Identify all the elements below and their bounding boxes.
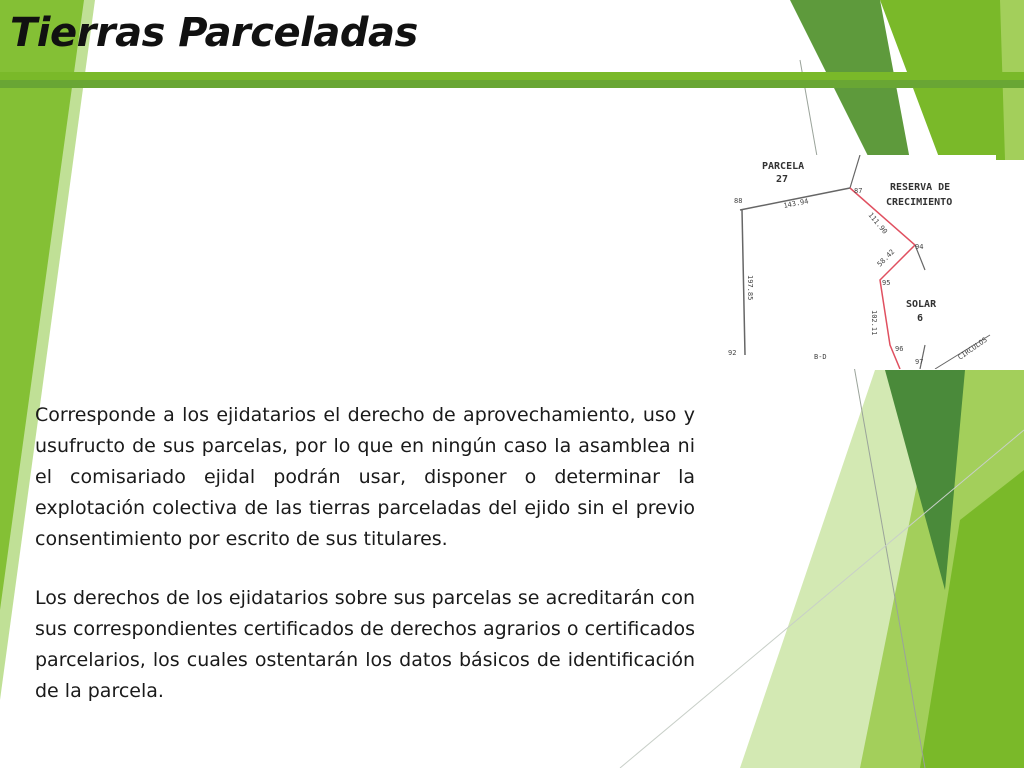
distance-low: 102.11	[870, 310, 878, 336]
title-underline-shade	[0, 80, 1024, 88]
label-parcela-num: 27	[776, 174, 789, 185]
label-parcela: PARCELA	[762, 161, 805, 172]
label-circulos: CIRCULOS	[956, 335, 989, 362]
distance-top: 143.94	[782, 197, 810, 210]
vertex-94: 94	[915, 243, 924, 251]
vertex-87: 87	[854, 187, 863, 195]
label-solar: SOLAR	[906, 299, 937, 310]
slide-title: Tierras Parceladas	[10, 10, 418, 56]
distance-diag: 111.90	[866, 211, 889, 236]
label-bd: B-D	[814, 353, 827, 361]
distance-mid: 58.42	[875, 247, 897, 269]
label-solar-num: 6	[917, 313, 924, 324]
reserve-boundary	[850, 155, 860, 188]
vertex-92: 92	[728, 349, 737, 357]
vertex-88: 88	[734, 197, 743, 205]
vertex-97: 97	[915, 358, 924, 366]
paragraph-2: Los derechos de los ejidatarios sobre sus parcelas se acreditarán con sus correspondientes certificados de derechos agrarios o certificados parcelarios, los cuales ostentarán los datos básicos de identificación de la parcela.	[35, 587, 695, 702]
vertex-96: 96	[895, 345, 904, 353]
distance-left: 197.85	[746, 275, 754, 301]
parcel-map-image	[720, 155, 996, 369]
body-text	[35, 400, 695, 735]
parcel-boundary-left	[742, 210, 745, 355]
vertex-95: 95	[882, 279, 891, 287]
label-reserva-1: RESERVA DE	[890, 182, 951, 193]
label-reserva-2: CRECIMIENTO	[886, 197, 953, 208]
paragraph-1: Corresponde a los ejidatarios el derecho de aprovechamiento, uso y usufructo de sus parcelas, por lo que en ningún caso la asamblea ni el comisariado ejidal podrán usar, disponer o determinar la explotación colectiva de las tierras parceladas del ejido sin el previo consentimiento por escrito de sus titulares.	[35, 404, 695, 550]
